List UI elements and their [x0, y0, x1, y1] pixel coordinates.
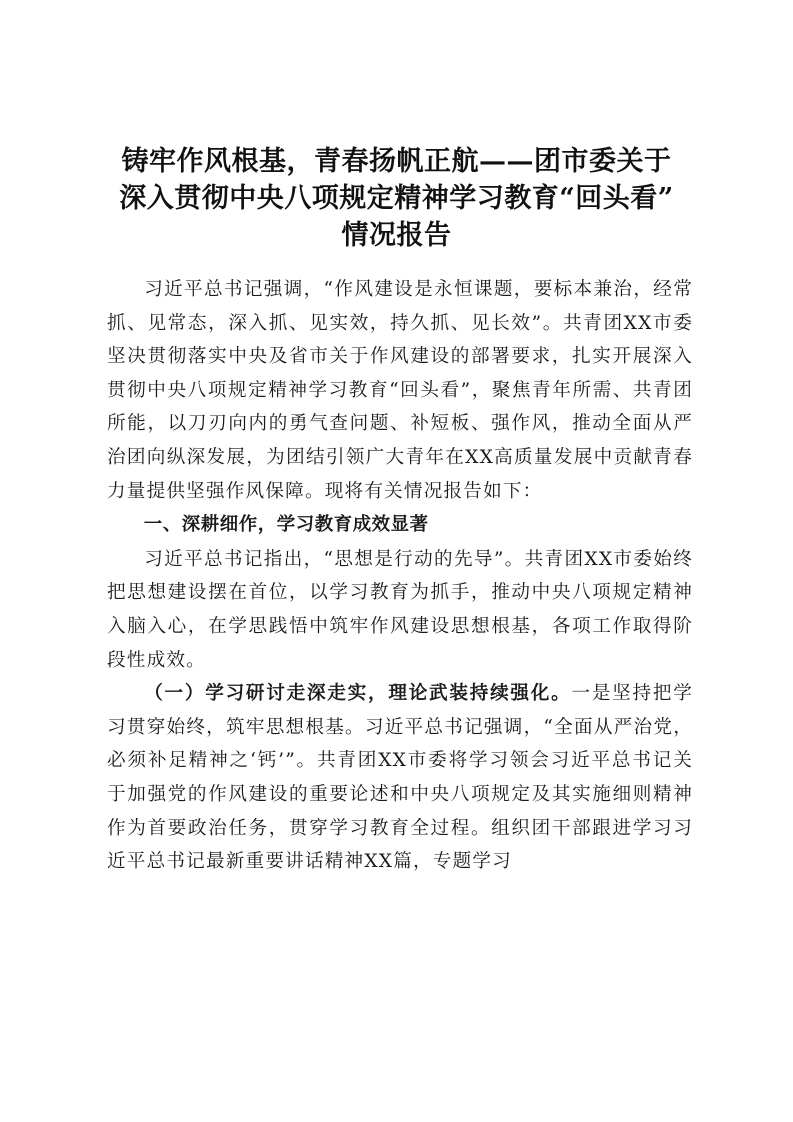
- document-body: [107, 273, 693, 879]
- title-line-1: 铸牢作风根基，青春扬帆正航——团市委关于: [121, 146, 672, 177]
- subsection-1-text: 一是坚持把学习贯穿始终，筑牢思想根基。习近平总书记强调，“全面从严治党，必须补足精神之‘钙’”。共青团XX市委将学习领会习近平总书记关于加强党的作风建设的重要论述和中央八项规定及其实施细则精神作为首要政治任务，贯穿学习教育全过程。组织团干部跟进学习习近平总书记最新重要讲话精神XX篇，专题学习: [107, 683, 693, 873]
- intro-paragraph: 习近平总书记强调，“作风建设是永恒课题，要标本兼治，经常抓、见常态，深入抓、见实效，持久抓、见长效”。共青团XX市委坚决贯彻落实中央及省市关于作风建设的部署要求，扎实开展深入贯彻中央八项规定精神学习教育“回头看”，聚焦青年所需、共青团所能，以刀刃向内的勇气查问题、补短板、强作风，推动全面从严治团向纵深发展，为团结引领广大青年在XX高质量发展中贡献青春力量提供坚强作风保障。现将有关情况报告如下：: [107, 279, 693, 502]
- section-1-heading: 一、深耕细作，学习教育成效显著: [143, 514, 429, 536]
- title-line-2: 深入贯彻中央八项规定精神学习教育“回头看”: [119, 183, 674, 214]
- section-1-paragraph: 习近平总书记指出，“思想是行动的先导”。共青团XX市委始终把思想建设摆在首位，以学习教育为抓手，推动中央八项规定精神入脑入心，在学思践悟中筑牢作风建设思想根基，各项工作取得阶段性成效。: [107, 548, 693, 671]
- subsection-1-heading: （一）学习研讨走深走实，理论武装持续强化。: [144, 683, 572, 705]
- title-line-3: 情况报告: [341, 220, 452, 251]
- document-title: [100, 143, 693, 254]
- subsection-1-paragraph: [107, 677, 693, 879]
